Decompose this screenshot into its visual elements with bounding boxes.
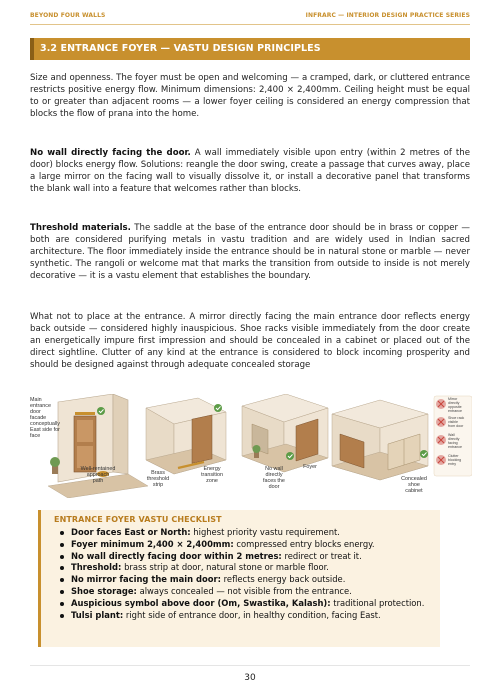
legend-clutter-2: blocking: [448, 458, 462, 462]
nowall-label-1: No wall: [265, 466, 283, 472]
paragraph-no-wall-body: A wall immediately visible upon entry (within 2 metres of the door) blocks energy flow. Solutions: reangle the door swing, create a passage that curves away, place a large mirror on the facing wall to visually dissolve it, or install a decorative panel that transforms the blank wall into a feature that welcomes rather than blocks.: [30, 148, 470, 194]
threshold-panel: [146, 398, 226, 474]
checklist-item-lead: No wall directly facing door within 2 metres:: [71, 550, 282, 561]
paragraph-threshold: [30, 222, 470, 282]
facade-label-1: Main: [30, 397, 42, 403]
paragraph-threshold-lead: Threshold materials.: [30, 223, 131, 233]
legend-clutter-1: Clutter: [448, 454, 459, 458]
paragraph-size-openness: Size and openness. The foyer must be open and welcoming — a cramped, dark, or cluttered entrance restricts positive energy flow. Minimum dimensions: 2,400 × 2,400mm. Ceiling height must be equal to or greater than adjacent rooms — a lower foyer ceiling is considered an energy compression that blocks the flow of prana into the home.: [30, 73, 470, 119]
checklist-item-lead: No mirror facing the main door:: [71, 574, 222, 585]
checklist-item-body: redirect or treat it.: [281, 550, 362, 561]
vastu-checklist-box: [38, 510, 440, 647]
transition-label-1: Energy: [203, 466, 221, 472]
checklist-item-lead: Door faces East or North:: [71, 527, 191, 537]
checklist-item: [58, 610, 436, 622]
legend-mirror-1: Mirror: [448, 397, 458, 401]
header-series-title: BEYOND FOUR WALLS: [30, 12, 106, 19]
checklist-item-body: reflects energy back outside.: [221, 574, 346, 585]
paragraph-no-wall: [30, 147, 470, 195]
shoe-label-1: Concealed: [401, 476, 427, 482]
header-publication: INFRARC — INTERIOR DESIGN PRACTICE SERIES: [305, 12, 470, 19]
brass-label: [147, 470, 169, 488]
checklist-item-body: compressed entry blocks energy.: [233, 538, 375, 549]
check-icon: [97, 407, 105, 415]
facade-label: [30, 397, 60, 439]
checklist-item-body: right side of entrance door, in healthy condition, facing East.: [123, 609, 381, 620]
running-header: [30, 12, 470, 24]
checklist-title: ENTRANCE FOYER VASTU CHECKLIST: [54, 515, 222, 524]
checklist-item-lead: Shoe storage:: [71, 585, 137, 596]
facade-label-2: entrance: [30, 403, 51, 409]
nowall-label-2: directly: [265, 472, 283, 478]
check-icon: [214, 404, 222, 412]
legend-wall-4: entrance: [448, 445, 462, 449]
checklist-item: [58, 562, 436, 574]
foyer-illustration: [28, 394, 472, 498]
checklist-item: [58, 527, 436, 539]
paragraph-threshold-body: The saddle at the base of the entrance door should be in brass or copper — both are considered purifying metals in vastu tradition and are widely used in Indian sacred architecture. The floor immediately inside the entrance should be in natural stone or marble — never synthetic. The rangoli or welcome mat that marks the transition from outside to inside is not merely decorative — it is a vastu element that establishes the boundary.: [30, 223, 470, 281]
checklist-item-body: traditional protection.: [330, 597, 425, 608]
checklist-item-body: always concealed — not visible from the entrance.: [136, 585, 352, 596]
checklist-item-lead: Threshold:: [71, 562, 122, 573]
checklist-item-body: brass strip at door, natural stone or marble floor.: [121, 562, 329, 573]
page-number: 30: [244, 673, 256, 683]
legend-mirror-4: entrance: [448, 409, 462, 413]
avoid-legend: [434, 396, 472, 476]
shoe-label-2: shoe: [408, 482, 420, 488]
shoe-label: [401, 476, 427, 494]
nowall-label-3: faces the: [263, 478, 285, 484]
transition-label-2: transition: [201, 472, 223, 478]
legend-shoe-1: Shoe rack: [448, 416, 465, 420]
section-title-bar: [30, 38, 470, 60]
transition-label-3: zone: [206, 478, 218, 484]
brass-label-3: strip: [152, 482, 164, 488]
facade-label-6: East side for: [30, 427, 60, 433]
check-icon: [420, 450, 428, 458]
checklist-item: [58, 598, 436, 610]
header-divider: [30, 24, 470, 25]
foyer-panel: [242, 394, 328, 472]
legend-wall-3: facing: [448, 441, 458, 445]
approach-label-3: path: [92, 478, 104, 484]
facade-label-5: conceptually: [30, 421, 60, 427]
checklist-item: [58, 551, 436, 563]
checklist-item: [58, 586, 436, 598]
footer-divider: [30, 665, 470, 666]
facade-label-3: door: [30, 409, 41, 415]
checklist-item-lead: Foyer minimum 2,400 × 2,400mm:: [71, 538, 234, 549]
nowall-label-4: door: [268, 484, 280, 490]
approach-label-1: Well-rentained: [80, 466, 116, 472]
checklist-item-body: highest priority vastu requirement.: [190, 527, 340, 537]
checklist-item: [58, 574, 436, 586]
door-frame: [192, 415, 212, 463]
legend-wall-2: directly: [448, 437, 460, 441]
legend-shoe-3: from door: [448, 424, 464, 428]
legend-mirror-3: opposite: [448, 405, 462, 409]
transition-label: [201, 466, 223, 484]
brass-label-1: Brass: [151, 470, 165, 476]
checklist-list: [58, 527, 436, 621]
approach-label-2: approach: [86, 472, 110, 478]
section-title: 3.2 ENTRANCE FOYER — VASTU DESIGN PRINCIPLES: [40, 43, 321, 54]
checklist-item: [58, 539, 436, 551]
facade-label-7: face: [30, 433, 41, 439]
checklist-item-lead: Auspicious symbol above door (Om, Swastika, Kalash):: [71, 597, 331, 608]
legend-clutter-3: entry: [448, 462, 456, 466]
nowall-label: [263, 466, 285, 490]
paragraph-no-wall-lead: No wall directly facing the door.: [30, 148, 191, 158]
shoe-label-3: cabinet: [405, 488, 423, 494]
paragraph-what-not-to-place: What not to place at the entrance. A mirror directly facing the main entrance door reflects energy back outside — considered highly inauspicious. Shoe racks visible immediately from the door create an energetically impure first impression and should be concealed in a cabinet or placed out of the direct sightline. Clutter of any kind at the entrance is considered to block incoming prosperity and should be designed against through adequate concealed storage: [30, 312, 470, 370]
check-icon: [286, 452, 294, 460]
legend-mirror-2: directly: [448, 401, 460, 405]
facade-label-4: facade: [30, 415, 47, 421]
foyer-label: Foyer: [303, 464, 317, 470]
checklist-item-lead: Tulsi plant:: [71, 609, 124, 620]
cabinet-panel: [332, 400, 428, 480]
legend-shoe-2: visible: [448, 420, 458, 424]
brass-label-2: threshold: [146, 476, 170, 482]
legend-wall-1: Wall: [448, 433, 455, 437]
